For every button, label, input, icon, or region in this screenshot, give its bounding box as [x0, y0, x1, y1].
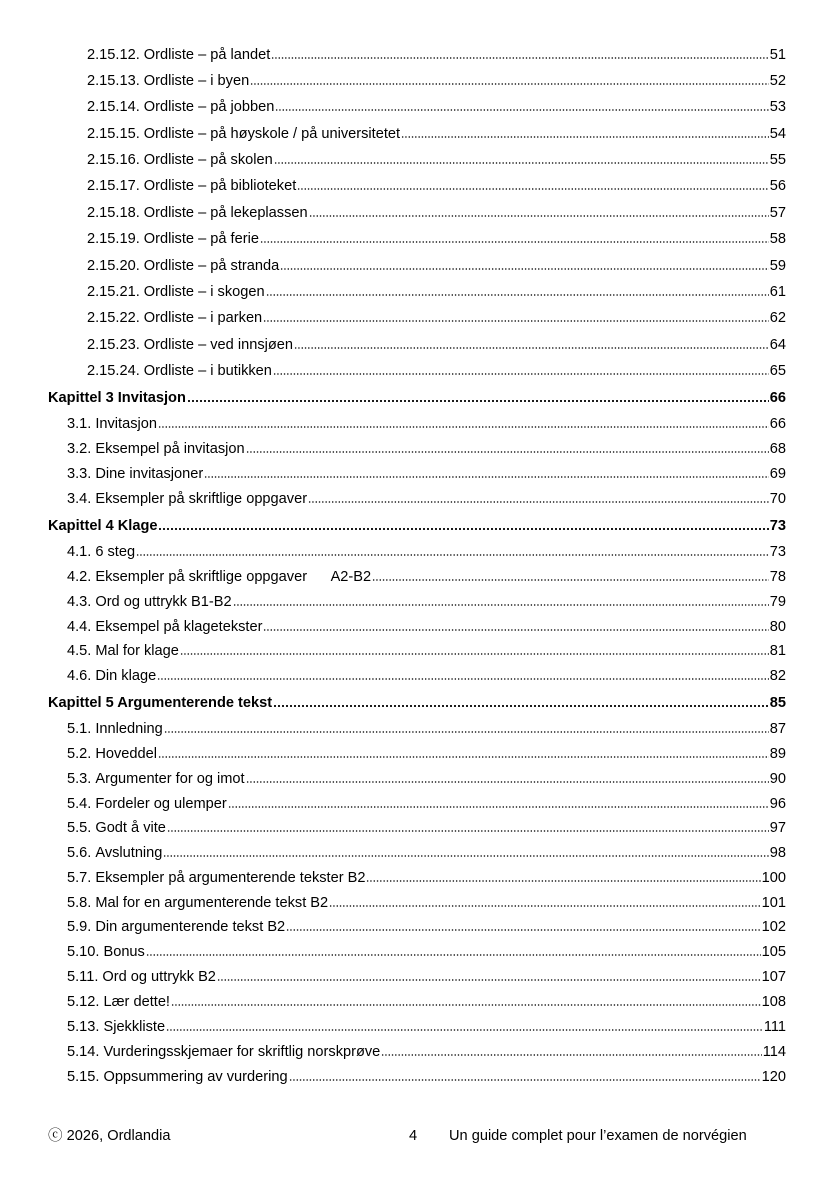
- dot-leader: [381, 1053, 761, 1057]
- toc-entry-number: 5.4.: [67, 796, 92, 812]
- toc-entry-number: 5.11.: [67, 969, 99, 985]
- toc-entry[interactable]: [67, 1018, 786, 1036]
- toc-entry-title: Eksempler på argumenterende tekster B2: [95, 870, 366, 886]
- toc-entry-title: Ord og uttrykk B1-B2: [95, 594, 232, 610]
- toc-entry-number: 5.8.: [67, 895, 92, 911]
- toc-entry-page-number: 102: [761, 919, 786, 935]
- toc-entry-page-number: 58: [769, 231, 786, 247]
- toc-entry-page-number: 90: [769, 771, 786, 787]
- toc-entry[interactable]: [67, 770, 786, 788]
- toc-entry[interactable]: [67, 415, 786, 433]
- toc-entry[interactable]: [87, 257, 786, 275]
- toc-entry-title: Invitasjon: [95, 416, 157, 432]
- footer-page-number: 4: [409, 1128, 418, 1144]
- dot-leader: [271, 56, 768, 60]
- toc-entry-page-number: 87: [769, 721, 786, 737]
- toc-entry-number: 2.15.22.: [87, 310, 140, 326]
- dot-leader: [180, 652, 769, 656]
- toc-entry-title: Kapittel 5 Argumenterende tekst: [48, 695, 273, 711]
- toc-entry-number: 4.5.: [67, 643, 92, 659]
- toc-entry-page-number: 108: [761, 994, 786, 1010]
- toc-entry-title: Ordliste – i skogen: [143, 284, 265, 300]
- toc-entry[interactable]: [87, 283, 786, 301]
- dot-leader: [157, 677, 769, 681]
- toc-entry-page-number: 57: [769, 205, 786, 221]
- toc-entry-number: 5.15.: [67, 1069, 100, 1085]
- dot-leader: [275, 108, 768, 112]
- toc-entry-page-number: 66: [769, 416, 786, 432]
- dot-leader: [286, 928, 760, 932]
- toc-entry-title: Eksempler på skriftlige oppgaver: [95, 491, 308, 507]
- dot-leader: [289, 1078, 761, 1082]
- dot-leader: [294, 346, 769, 350]
- toc-entry-number: 2.15.14.: [87, 99, 140, 115]
- dot-leader: [146, 953, 761, 957]
- toc-entry-title: 6 steg: [95, 544, 136, 560]
- toc-entry-title: Hoveddel: [95, 746, 158, 762]
- toc-entry-number: 5.14.: [67, 1044, 100, 1060]
- toc-entry-number: 3.1.: [67, 416, 92, 432]
- toc-entry-number: 5.3.: [67, 771, 92, 787]
- toc-entry[interactable]: [67, 642, 786, 660]
- toc-entry[interactable]: [67, 465, 786, 483]
- toc-entry[interactable]: [67, 543, 786, 561]
- toc-entry[interactable]: [67, 667, 786, 685]
- toc-entry-title: Oppsummering av vurdering: [103, 1069, 288, 1085]
- dot-leader: [263, 628, 768, 632]
- toc-entry-title: Lær dette!: [103, 994, 170, 1010]
- toc-entry-title: Vurderingsskjemaer for skriftlig norskprøve: [103, 1044, 381, 1060]
- toc-entry[interactable]: [87, 46, 786, 64]
- toc-entry-number: 2.15.21.: [87, 284, 140, 300]
- dot-leader: [274, 161, 769, 165]
- dot-leader: [246, 450, 769, 454]
- toc-entry-page-number: 56: [769, 178, 786, 194]
- toc-entry-number: 5.9.: [67, 919, 92, 935]
- toc-entry-title: Din argumenterende tekst B2: [95, 919, 286, 935]
- dot-leader: [266, 293, 769, 297]
- toc-entry-number: 5.5.: [67, 820, 92, 836]
- toc-entry-number: 2.15.16.: [87, 152, 140, 168]
- dot-leader: [280, 267, 769, 271]
- toc-entry-page-number: 55: [769, 152, 786, 168]
- toc-entry-number: 5.1.: [67, 721, 92, 737]
- toc-chapter-entry[interactable]: [48, 517, 786, 535]
- toc-entry-page-number: 79: [769, 594, 786, 610]
- toc-entry-page-number: 61: [769, 284, 786, 300]
- toc-entry-page-number: 105: [761, 944, 786, 960]
- toc-entry[interactable]: [67, 943, 786, 961]
- dot-leader: [260, 240, 769, 244]
- toc-entry-title: Ordliste – på ferie: [143, 231, 259, 247]
- toc-entry-number: 4.3.: [67, 594, 92, 610]
- toc-entry-page-number: 69: [769, 466, 786, 482]
- toc-entry-title: Mal for klage: [95, 643, 179, 659]
- toc-entry[interactable]: [87, 125, 786, 143]
- dot-leader: [167, 829, 769, 833]
- dot-leader: [158, 755, 769, 759]
- toc-entry-page-number: 70: [769, 491, 786, 507]
- toc-entry[interactable]: [67, 1043, 786, 1061]
- dot-leader: [366, 879, 760, 883]
- toc-entry-number: 5.7.: [67, 870, 92, 886]
- toc-entry[interactable]: [87, 98, 786, 116]
- toc-entry-number: 4.4.: [67, 619, 92, 635]
- toc-entry-number: 2.15.23.: [87, 337, 140, 353]
- toc-entry[interactable]: [67, 993, 786, 1011]
- toc-entry-number: 2.15.20.: [87, 258, 140, 274]
- toc-entry-page-number: 101: [761, 895, 786, 911]
- toc-entry-page-number: 73: [769, 518, 786, 534]
- toc-entry-page-number: 82: [769, 668, 786, 684]
- toc-entry-number: 3.4.: [67, 491, 92, 507]
- toc-entry-page-number: 85: [769, 695, 786, 711]
- toc-entry[interactable]: [67, 745, 786, 763]
- toc-entry[interactable]: [87, 336, 786, 354]
- toc-entry[interactable]: [67, 568, 786, 586]
- toc-entry-title: Ordliste – ved innsjøen: [143, 337, 294, 353]
- toc-entry[interactable]: [67, 1068, 786, 1086]
- toc-entry[interactable]: [67, 593, 786, 611]
- toc-entry-page-number: 52: [769, 73, 786, 89]
- dot-leader: [297, 187, 769, 191]
- toc-entry[interactable]: [67, 490, 786, 508]
- toc-entry-number: 5.2.: [67, 746, 92, 762]
- toc-entry[interactable]: [67, 720, 786, 738]
- dot-leader: [246, 780, 769, 784]
- toc-entry-page-number: 114: [762, 1044, 786, 1060]
- toc-entry-title: Ordliste – på biblioteket: [143, 178, 297, 194]
- dot-leader: [401, 135, 769, 139]
- toc-entry-title: Dine invitasjoner: [95, 466, 204, 482]
- toc-entry-title: Ord og uttrykk B2: [102, 969, 216, 985]
- toc-entry-title: Eksempel på klagetekster: [95, 619, 263, 635]
- toc-entry-page-number: 96: [769, 796, 786, 812]
- toc-entry-number: 2.15.19.: [87, 231, 140, 247]
- toc-entry[interactable]: [67, 618, 786, 636]
- toc-entry[interactable]: [67, 844, 786, 862]
- toc-entry-title: Kapittel 3 Invitasjon: [48, 390, 186, 406]
- toc-entry[interactable]: [87, 177, 786, 195]
- toc-entry-title: Godt å vite: [95, 820, 166, 836]
- toc-entry-number: 4.2.: [67, 569, 92, 585]
- toc-entry-page-number: 73: [769, 544, 786, 560]
- toc-entry-page-number: 89: [769, 746, 786, 762]
- toc-entry[interactable]: [67, 795, 786, 813]
- dot-leader: [250, 82, 769, 86]
- toc-entry[interactable]: [87, 309, 786, 327]
- toc-entry-number: 2.15.24.: [87, 363, 140, 379]
- toc-entry[interactable]: [87, 362, 786, 380]
- toc-entry[interactable]: [67, 918, 786, 936]
- toc-entry-page-number: 65: [769, 363, 786, 379]
- toc-entry-number: 4.1.: [67, 544, 92, 560]
- toc-entry-title: Eksempel på invitasjon: [95, 441, 245, 457]
- toc-entry-page-number: 97: [769, 820, 786, 836]
- toc-entry-title: Fordeler og ulemper: [95, 796, 227, 812]
- dot-leader: [158, 527, 768, 531]
- toc-chapter-entry[interactable]: [48, 694, 786, 712]
- dot-leader: [308, 500, 769, 504]
- toc-entry-title: Ordliste – i byen: [143, 73, 250, 89]
- toc-entry-number: 5.12.: [67, 994, 100, 1010]
- dot-leader: [136, 553, 769, 557]
- toc-entry-number: 5.13.: [67, 1019, 100, 1035]
- toc-entry-number: 5.10.: [67, 944, 100, 960]
- toc-entry-title: Ordliste – på skolen: [143, 152, 273, 168]
- dot-leader: [163, 854, 768, 858]
- toc-entry-title: Innledning: [95, 721, 163, 737]
- toc-entry[interactable]: [87, 230, 786, 248]
- toc-entry-title: Ordliste – i butikken: [143, 363, 272, 379]
- toc-entry[interactable]: [67, 968, 786, 986]
- toc-entry-page-number: 51: [769, 47, 786, 63]
- toc-entry[interactable]: [87, 151, 786, 169]
- toc-entry-page-number: 111: [763, 1019, 786, 1035]
- toc-entry-title: Kapittel 4 Klage: [48, 518, 158, 534]
- toc-entry-title: Avslutning: [95, 845, 163, 861]
- toc-entry-number: 2.15.18.: [87, 205, 140, 221]
- toc-entry-number: 2.15.12.: [87, 47, 140, 63]
- toc-entry[interactable]: [67, 869, 786, 887]
- dot-leader: [273, 372, 769, 376]
- toc-entry-title: Ordliste – på høyskole / på universitetet: [143, 126, 401, 142]
- toc-entry[interactable]: [67, 819, 786, 837]
- toc-entry-page-number: 53: [769, 99, 786, 115]
- toc-entry-page-number: 120: [761, 1069, 786, 1085]
- toc-entry-page-number: 80: [769, 619, 786, 635]
- toc-entry-title: Eksempler på skriftlige oppgaver A2-B2: [95, 569, 372, 585]
- toc-entry-title: Ordliste – på landet: [143, 47, 271, 63]
- toc-entry-page-number: 78: [769, 569, 786, 585]
- toc-entry-page-number: 107: [761, 969, 786, 985]
- dot-leader: [217, 978, 761, 982]
- dot-leader: [171, 1003, 761, 1007]
- dot-leader: [158, 425, 769, 429]
- dot-leader: [329, 904, 760, 908]
- dot-leader: [166, 1028, 763, 1032]
- toc-entry-page-number: 81: [769, 643, 786, 659]
- toc-entry-number: 5.6.: [67, 845, 92, 861]
- dot-leader: [372, 578, 769, 582]
- toc-entry[interactable]: [67, 440, 786, 458]
- toc-entry-page-number: 54: [769, 126, 786, 142]
- toc-entry-page-number: 64: [769, 337, 786, 353]
- toc-entry-title: Ordliste – på jobben: [143, 99, 275, 115]
- dot-leader: [228, 805, 769, 809]
- toc-entry-title: Din klage: [95, 668, 157, 684]
- toc-entry-page-number: 98: [769, 845, 786, 861]
- footer-copyright: ⓒ 2026, Ordlandia: [48, 1128, 171, 1144]
- dot-leader: [309, 214, 769, 218]
- dot-leader: [263, 319, 769, 323]
- toc-entry-title: Ordliste – i parken: [143, 310, 263, 326]
- toc-entry-title: Argumenter for og imot: [95, 771, 245, 787]
- toc-entry-title: Bonus: [103, 944, 145, 960]
- toc-entry-page-number: 66: [769, 390, 786, 406]
- toc-chapter-entry[interactable]: [48, 389, 786, 407]
- toc-entry-number: 2.15.17.: [87, 178, 140, 194]
- dot-leader: [273, 704, 769, 708]
- toc-entry-number: 2.15.15.: [87, 126, 140, 142]
- toc-entry-page-number: 59: [769, 258, 786, 274]
- dot-leader: [204, 475, 769, 479]
- footer-book-title: Un guide complet pour l’examen de norvégien: [449, 1128, 747, 1144]
- toc-entry-page-number: 68: [769, 441, 786, 457]
- dot-leader: [233, 603, 769, 607]
- toc-entry[interactable]: [87, 204, 786, 222]
- toc-entry-page-number: 100: [761, 870, 786, 886]
- toc-entry[interactable]: [67, 894, 786, 912]
- dot-leader: [164, 730, 769, 734]
- toc-entry-number: 3.3.: [67, 466, 92, 482]
- toc-entry[interactable]: [87, 72, 786, 90]
- toc-entry-title: Sjekkliste: [103, 1019, 166, 1035]
- toc-entry-title: Ordliste – på lekeplassen: [143, 205, 308, 221]
- toc-entry-page-number: 62: [769, 310, 786, 326]
- toc-entry-number: 3.2.: [67, 441, 92, 457]
- dot-leader: [187, 399, 769, 403]
- toc-entry-number: 2.15.13.: [87, 73, 140, 89]
- toc-entry-title: Ordliste – på stranda: [143, 258, 280, 274]
- toc-entry-number: 4.6.: [67, 668, 92, 684]
- toc-entry-title: Mal for en argumenterende tekst B2: [95, 895, 329, 911]
